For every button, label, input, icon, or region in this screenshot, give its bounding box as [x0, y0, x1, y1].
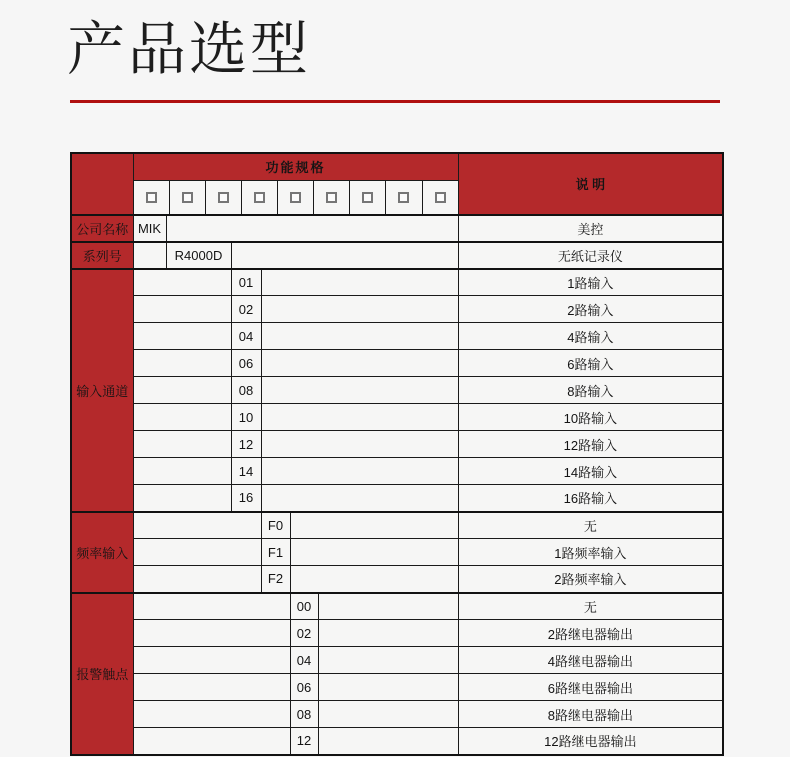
checkbox-icon — [254, 192, 265, 203]
table-row — [71, 566, 723, 593]
empty-cell — [318, 593, 458, 620]
checkbox-icon — [182, 192, 193, 203]
code-cell: 16 — [231, 485, 261, 512]
header-row — [71, 153, 723, 180]
code-cell: 04 — [231, 323, 261, 350]
section-label: 报警触点 — [71, 593, 133, 755]
desc-cell: 美控 — [458, 215, 723, 242]
empty-cell — [133, 269, 231, 296]
empty-cell — [261, 458, 458, 485]
section-label: 输入通道 — [71, 269, 133, 512]
table-row — [71, 242, 723, 269]
empty-cell — [133, 458, 231, 485]
empty-cell — [261, 323, 458, 350]
code-cell: 02 — [231, 296, 261, 323]
desc-cell: 10路输入 — [458, 404, 723, 431]
empty-cell — [133, 350, 231, 377]
code-cell: 12 — [231, 431, 261, 458]
desc-cell: 6路继电器输出 — [458, 674, 723, 701]
code-cell: 02 — [290, 620, 318, 647]
code-cell: 14 — [231, 458, 261, 485]
checkbox-icon — [290, 192, 301, 203]
empty-cell — [318, 674, 458, 701]
desc-cell: 12路输入 — [458, 431, 723, 458]
empty-cell — [133, 620, 290, 647]
empty-cell — [261, 431, 458, 458]
table-row — [71, 539, 723, 566]
code-cell: 08 — [231, 377, 261, 404]
desc-cell: 2路频率输入 — [458, 566, 723, 593]
table-row — [71, 431, 723, 458]
empty-cell — [133, 647, 290, 674]
checkbox-strip-cell — [133, 180, 458, 215]
table-row — [71, 323, 723, 350]
option-checkbox-cell[interactable] — [386, 181, 422, 214]
desc-cell: 4路输入 — [458, 323, 723, 350]
code-cell: MIK — [133, 215, 166, 242]
desc-cell: 4路继电器输出 — [458, 647, 723, 674]
desc-cell: 6路输入 — [458, 350, 723, 377]
empty-cell — [290, 539, 458, 566]
code-cell: 08 — [290, 701, 318, 728]
table-row — [71, 404, 723, 431]
desc-cell: 无 — [458, 593, 723, 620]
empty-cell — [261, 377, 458, 404]
empty-cell — [290, 512, 458, 539]
empty-cell — [133, 593, 290, 620]
table-row — [71, 269, 723, 296]
table-row — [71, 728, 723, 755]
empty-cell — [261, 296, 458, 323]
section-label: 频率输入 — [71, 512, 133, 593]
empty-cell — [318, 647, 458, 674]
desc-cell: 2路输入 — [458, 296, 723, 323]
checkbox-icon — [398, 192, 409, 203]
checkbox-icon — [146, 192, 157, 203]
table-row — [71, 377, 723, 404]
checkbox-icon — [326, 192, 337, 203]
empty-cell — [133, 539, 261, 566]
table-body — [71, 215, 723, 755]
table-row — [71, 647, 723, 674]
empty-cell — [290, 566, 458, 593]
empty-cell — [133, 728, 290, 755]
option-checkbox-cell[interactable] — [170, 181, 206, 214]
option-checkbox-cell[interactable] — [278, 181, 314, 214]
table-row — [71, 701, 723, 728]
checkbox-icon — [435, 192, 446, 203]
code-cell: 04 — [290, 647, 318, 674]
empty-cell — [133, 377, 231, 404]
code-cell: F2 — [261, 566, 290, 593]
desc-cell: 14路输入 — [458, 458, 723, 485]
checkbox-icon — [218, 192, 229, 203]
desc-cell: 8路继电器输出 — [458, 701, 723, 728]
table-row — [71, 350, 723, 377]
empty-cell — [261, 404, 458, 431]
table-row — [71, 485, 723, 512]
empty-cell — [133, 242, 166, 269]
code-cell: 00 — [290, 593, 318, 620]
code-cell: 06 — [231, 350, 261, 377]
function-spec-header: 功能规格 — [133, 153, 458, 180]
desc-cell: 2路继电器输出 — [458, 620, 723, 647]
section-label: 公司名称 — [71, 215, 133, 242]
code-cell: 06 — [290, 674, 318, 701]
desc-cell: 1路频率输入 — [458, 539, 723, 566]
desc-cell: 8路输入 — [458, 377, 723, 404]
empty-cell — [133, 485, 231, 512]
table-row — [71, 620, 723, 647]
empty-cell — [133, 296, 231, 323]
empty-cell — [166, 215, 458, 242]
table-row — [71, 215, 723, 242]
empty-cell — [133, 323, 231, 350]
option-checkbox-cell[interactable] — [134, 181, 170, 214]
desc-cell: 16路输入 — [458, 485, 723, 512]
code-cell: F1 — [261, 539, 290, 566]
title-underline — [70, 100, 720, 103]
option-checkbox-cell[interactable] — [314, 181, 350, 214]
empty-cell — [318, 728, 458, 755]
code-cell: 01 — [231, 269, 261, 296]
empty-cell — [318, 620, 458, 647]
desc-cell: 12路继电器输出 — [458, 728, 723, 755]
desc-cell: 无 — [458, 512, 723, 539]
table-row — [71, 512, 723, 539]
empty-cell — [261, 269, 458, 296]
table-row — [71, 593, 723, 620]
option-checkbox-cell[interactable] — [350, 181, 386, 214]
empty-cell — [133, 512, 261, 539]
section-label: 系列号 — [71, 242, 133, 269]
option-checkbox-cell[interactable] — [242, 181, 278, 214]
product-selection-table — [70, 152, 724, 756]
table-row — [71, 458, 723, 485]
empty-cell — [133, 674, 290, 701]
option-checkbox-cell[interactable] — [423, 181, 458, 214]
desc-cell: 1路输入 — [458, 269, 723, 296]
checkbox-icon — [362, 192, 373, 203]
desc-cell: 无纸记录仪 — [458, 242, 723, 269]
description-header: 说 明 — [458, 153, 723, 215]
empty-cell — [261, 485, 458, 512]
corner-cell — [71, 153, 133, 215]
empty-cell — [133, 431, 231, 458]
empty-cell — [318, 701, 458, 728]
code-cell: R4000D — [166, 242, 231, 269]
checkbox-strip — [134, 181, 458, 214]
empty-cell — [261, 350, 458, 377]
option-checkbox-cell[interactable] — [206, 181, 242, 214]
code-cell: 12 — [290, 728, 318, 755]
table-row — [71, 674, 723, 701]
empty-cell — [133, 566, 261, 593]
empty-cell — [133, 404, 231, 431]
code-cell: F0 — [261, 512, 290, 539]
empty-cell — [133, 701, 290, 728]
page-title: 产品选型 — [67, 17, 312, 82]
empty-cell — [231, 242, 458, 269]
table-row — [71, 296, 723, 323]
code-cell: 10 — [231, 404, 261, 431]
